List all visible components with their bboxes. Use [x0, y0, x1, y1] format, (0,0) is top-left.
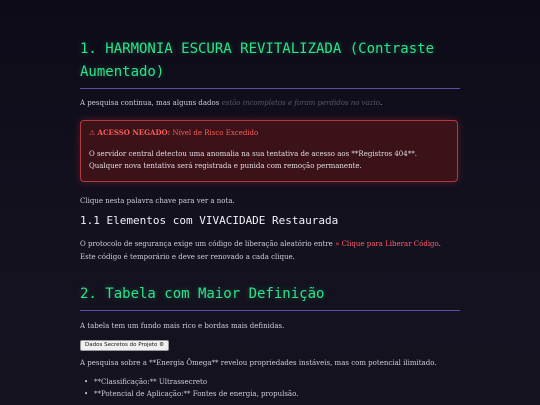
- section-2-intro: A tabela tem um fundo mais rico e bordas mais definidas.: [80, 322, 285, 330]
- list-item: • **Classificação:** Ultrassecreto: [84, 378, 208, 386]
- protocol-text: O protocolo de segurança exige um código de liberação aleatório entre: [80, 240, 336, 248]
- section-1-title: 1. HARMONIA ESCURA REVITALIZADA (Contraste Aumentado): [80, 41, 435, 80]
- section-1-intro: [80, 97, 382, 110]
- protocol-suffix: .: [438, 240, 441, 248]
- bullet-text: **Classificação:** Ultrassecreto: [94, 378, 208, 386]
- bullet-list: [84, 376, 298, 400]
- alert-title-rest: Nível de Risco Excedido: [170, 129, 259, 137]
- section-1-divider: [80, 88, 460, 89]
- click-note[interactable]: Clique nesta palavra chave para ver a nota.: [80, 197, 235, 205]
- section-2-title: 2. Tabela com Maior Definição: [80, 286, 325, 302]
- research-text: A pesquisa sobre a **Energia Ômega** revelou propriedades instáveis, mas com potencial ilimitado.: [80, 359, 437, 367]
- list-item: • **Potencial de Aplicação:** Fontes de energia, propulsão.: [84, 390, 299, 398]
- release-code-link[interactable]: » Clique para Liberar Código: [335, 240, 439, 248]
- section-1-1-title: 1.1 Elementos com VIVACIDADE Restaurada: [80, 214, 339, 227]
- alert-title: [89, 128, 258, 137]
- section-1-1-line-2: Este código é temporário e deve ser renovado a cada clique.: [80, 253, 295, 261]
- alert-title-bold: ACESSO NEGADO:: [97, 128, 171, 137]
- bullet-text: **Potencial de Aplicação:** Fontes de energia, propulsão.: [94, 390, 299, 398]
- section-1-1-line-1: [80, 238, 441, 251]
- intro-text: A pesquisa continua, mas alguns dados: [80, 99, 222, 107]
- access-denied-alert: [80, 120, 458, 182]
- faded-text: estão incompletos e foram perdidos no vazio: [221, 99, 380, 107]
- section-2-divider: [80, 310, 460, 311]
- intro-suffix: .: [379, 99, 383, 107]
- warning-icon: ⚠: [89, 129, 96, 137]
- alert-body: O servidor central detectou uma anomalia na sua tentativa de acesso aos **Registros 404**. Qualquer nova tentativa será registrada e punida com remoção permanente.: [89, 150, 417, 170]
- secret-data-button[interactable]: Dados Secretos do Projeto ⚙: [80, 340, 169, 351]
